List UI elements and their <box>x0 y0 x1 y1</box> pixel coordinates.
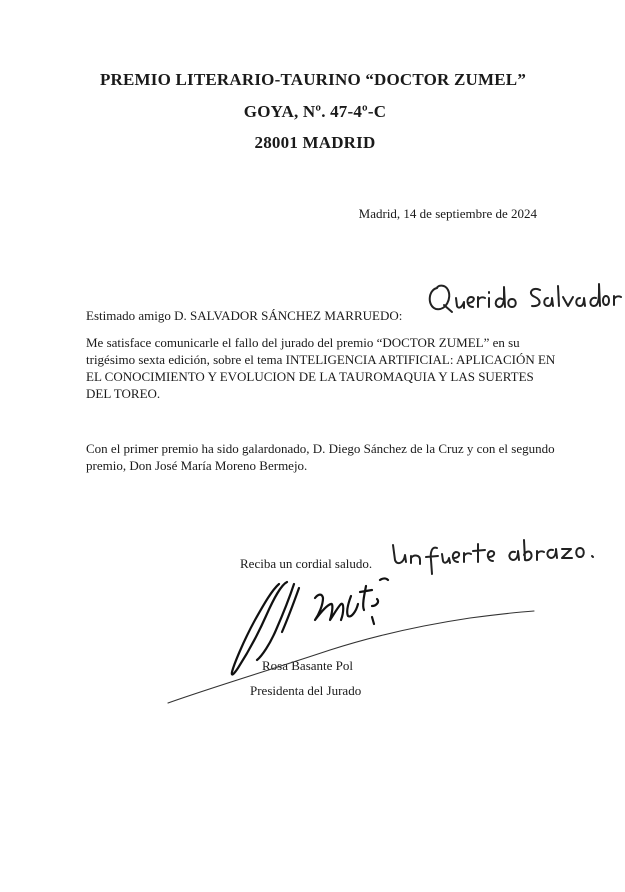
letter-body-paragraph-2: Con el primer premio ha sido galardonado, D. Diego Sánchez de la Cruz y con el segundo premio, Don José María Moreno Bermejo. <box>86 441 555 473</box>
letter-date: Madrid, 14 de septiembre de 2024 <box>358 206 537 221</box>
letter-closing: Reciba un cordial saludo. <box>240 556 373 571</box>
letterhead-address: GOYA, Nº. 47-4º-C <box>243 102 387 121</box>
signer-title: Presidenta del Jurado <box>250 683 362 698</box>
letter-greeting: Estimado amigo D. SALVADOR SÁNCHEZ MARRUEDO: <box>86 308 403 323</box>
signer-name: Rosa Basante Pol <box>262 658 353 673</box>
letter-body-paragraph-1: Me satisface comunicarle el fallo del jurado del premio “DOCTOR ZUMEL” en su trigésimo sexta edición, sobre el tema INTELIGENCIA ARTIFICIAL: APLICACIÓN EN EL CONOCIMIENTO Y EVOLUCION DE LA TAUROMAQUIA Y LAS SUERTES DEL TOREO. <box>86 335 556 401</box>
letterhead-city: 28001 MADRID <box>254 133 376 152</box>
letterhead-title: PREMIO LITERARIO-TAURINO “DOCTOR ZUMEL” <box>99 70 527 89</box>
handwritten-closing <box>393 540 593 574</box>
